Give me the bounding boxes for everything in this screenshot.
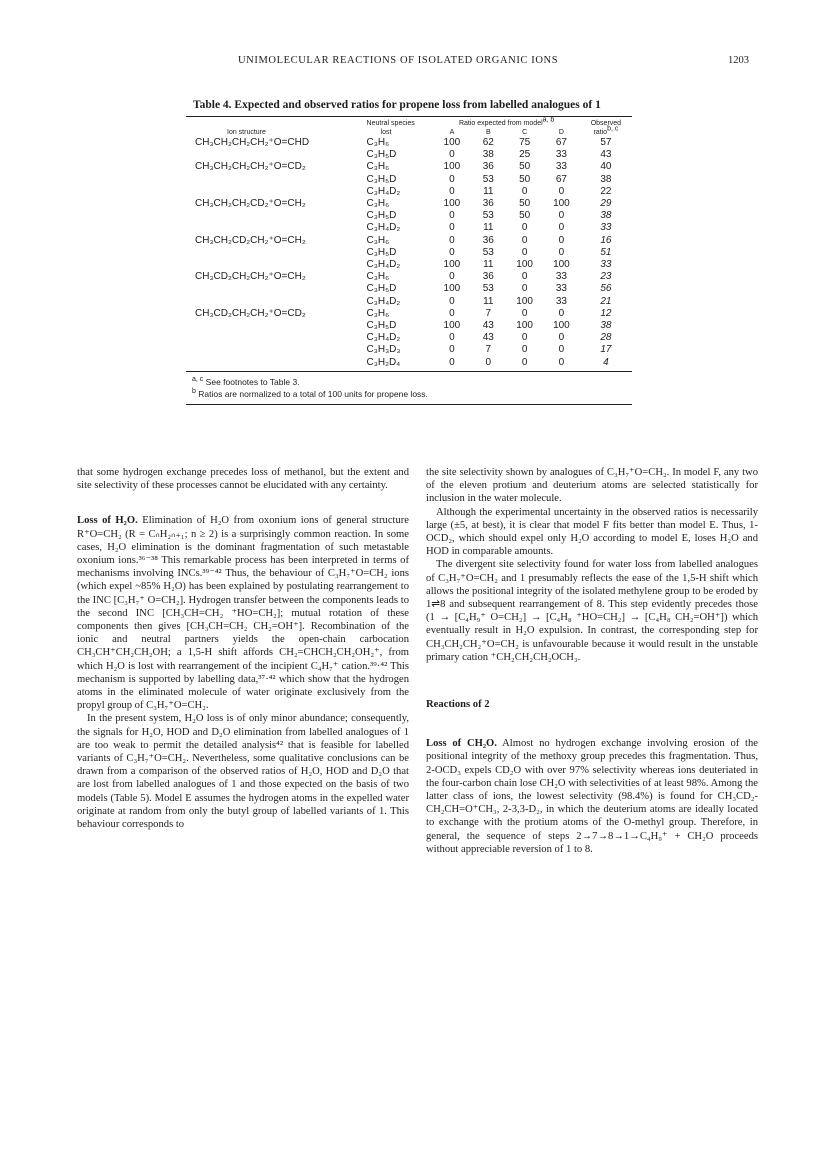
- model-a-cell: 100: [443, 259, 461, 271]
- model-c-cell: 100: [516, 259, 533, 271]
- model-a-cell: 0: [449, 246, 455, 258]
- subsection-heading: Loss of CH₂O.: [426, 738, 497, 750]
- model-c-cell: 50: [519, 161, 531, 173]
- ion-structure-cell: [186, 174, 367, 186]
- model-a-cell: 100: [443, 198, 461, 210]
- neutral-species-cell: C₃H₄D₂: [366, 259, 401, 271]
- model-d-cell: 0: [558, 222, 565, 234]
- header-model-a: A: [449, 129, 455, 136]
- model-a-cell: 0: [449, 149, 455, 161]
- observed-ratio-cell: 40: [600, 161, 612, 173]
- model-d-cell: 0: [558, 356, 565, 368]
- model-a-cell: 0: [449, 307, 455, 319]
- table-row: [186, 308, 632, 320]
- observed-ratio-cell: 38: [600, 173, 612, 185]
- observed-ratio-cell: 56: [600, 283, 612, 295]
- model-b-cell: 36: [482, 271, 494, 283]
- model-a-cell: 0: [449, 173, 455, 185]
- neutral-species-cell: C₃H₆: [366, 271, 390, 283]
- neutral-species-cell: C₃H₄D₂: [366, 222, 401, 234]
- model-c-cell: 0: [521, 344, 528, 356]
- observed-ratio-cell: 33: [600, 222, 612, 234]
- model-c-cell: 0: [521, 185, 528, 197]
- neutral-species-cell: C₃H₅D: [366, 210, 397, 222]
- table-row: [186, 283, 632, 295]
- header-observed: Observed: [590, 120, 622, 127]
- model-c-cell: 0: [521, 234, 528, 246]
- model-a-cell: 0: [449, 344, 455, 356]
- model-a-cell: 100: [443, 283, 461, 295]
- ion-structure-cell: CH₃CH₂CH₂CH₂⁺O=CHD: [195, 137, 310, 148]
- table-row: [186, 332, 632, 344]
- model-b-cell: 53: [482, 246, 494, 258]
- neutral-species-cell: C₃H₅D: [366, 320, 397, 332]
- model-a-cell: 100: [443, 161, 461, 173]
- observed-ratio-cell: 4: [603, 356, 609, 368]
- ion-structure-cell: [186, 247, 367, 259]
- model-d-cell: 33: [555, 161, 567, 173]
- observed-ratio-cell: 57: [600, 137, 612, 148]
- ion-structure-cell: CH₃CH₂CH₂CD₂⁺O=CH₂: [195, 198, 306, 210]
- model-c-cell: 0: [521, 222, 528, 234]
- model-b-cell: 0: [485, 356, 492, 368]
- header-model-d: D: [558, 129, 564, 136]
- model-a-cell: 0: [449, 332, 455, 344]
- model-d-cell: 67: [555, 137, 567, 148]
- ion-structure-cell: [186, 357, 367, 369]
- data-table: [186, 116, 632, 369]
- footnote-ac: $^{a, c}$ See footnotes to Table 3.: [192, 376, 300, 387]
- ion-structure-cell: [186, 210, 367, 222]
- model-d-cell: 0: [558, 246, 565, 258]
- model-b-cell: 53: [482, 283, 494, 295]
- ion-structure-cell: CH₃CH₂CH₂CH₂⁺O=CD₂: [195, 161, 306, 173]
- header-lost: lost: [380, 129, 392, 136]
- ion-structure-cell: CH₃CD₂CH₂CH₂⁺O=CH₂: [195, 271, 306, 283]
- table-caption: Table 4. Expected and observed ratios for propene loss from labelled analogues of 1: [193, 99, 601, 111]
- model-a-cell: 0: [449, 356, 455, 368]
- table-row: [186, 161, 632, 173]
- neutral-species-cell: C₃H₄D₂: [366, 185, 401, 197]
- model-b-cell: 7: [485, 307, 492, 319]
- neutral-species-cell: C₃H₆: [366, 161, 390, 173]
- model-a-cell: 0: [449, 222, 455, 234]
- model-b-cell: 43: [482, 320, 494, 332]
- neutral-species-cell: C₃H₅D: [366, 246, 397, 258]
- section-heading: Reactions of 2: [426, 699, 490, 711]
- observed-ratio-cell: 51: [600, 246, 612, 258]
- table-end-rule: [186, 404, 632, 405]
- model-d-cell: 33: [555, 271, 567, 283]
- model-d-cell: 33: [555, 283, 567, 295]
- ion-structure-cell: [186, 344, 367, 356]
- table-row: [186, 198, 632, 210]
- table-row: [186, 235, 632, 247]
- model-d-cell: 100: [553, 259, 570, 271]
- ion-structure-cell: CH₃CH₂CD₂CH₂⁺O=CH₂: [195, 234, 306, 246]
- table-row: [186, 344, 632, 356]
- model-c-cell: 25: [519, 149, 531, 161]
- table-row: [186, 259, 632, 271]
- table-row: [186, 137, 632, 149]
- neutral-species-cell: C₃H₅D: [366, 283, 397, 295]
- body-paragraph: The divergent site selectivity found for water loss from labelled analogues of C₃H₇⁺O=CH₂ and 1 presumably reflects the ease of the 1,5-H shift which allows the positional integrity of the isolated methylene group to be eroded by 1⇌8 and subsequent rearrangement of 8. This step evidently precedes those (1 → [C₄H₉⁺ O=CH₂] → [C₄H₈ ⁺HO=CH₂] → [C₄H₈ CH₂=OH⁺]) which eventually result in H₂O expulsion. In contrast, the corresponding step for CH₃CH₂CH₂⁺O=CH₂ is unfavourable because it would result in the unstable primary cation ⁺CH₂CH₂CH₂OCH₃.: [426, 559, 758, 663]
- body-paragraph: In the present system, H₂O loss is of only minor abundance; consequently, the signals for H₂O, HOD and D₂O elimination from labelled analogues of 1 are too weak to permit the detailed analysis⁴² that is feasible for labelled variants of C₃H₇⁺O=CH₂. Nevertheless, some qualitative conclusions can be drawn from a comparison of the observed ratios of H₂O, HOD and D₂O that are lost from labelled analogues of 1 and those expected on the basis of two models (Table 5). Model E assumes the hydrogen atoms in the expelled water originate at random from only the butyl group of labelled variants of 1. This behaviour corresponds to: [77, 713, 409, 831]
- model-a-cell: 0: [449, 295, 455, 307]
- page-number: 1203: [728, 55, 749, 66]
- table-row: [186, 320, 632, 332]
- header-model-b: B: [485, 129, 491, 136]
- model-d-cell: 33: [555, 295, 567, 307]
- model-d-cell: 0: [558, 332, 565, 344]
- observed-ratio-cell: 33: [600, 259, 612, 271]
- ion-structure-cell: [186, 149, 367, 161]
- neutral-species-cell: C₃H₅D: [366, 149, 397, 161]
- header-ratio-expected: Ratio expected from model$^{a, b}$: [458, 116, 555, 127]
- ion-structure-cell: [186, 259, 367, 271]
- table-row: [186, 271, 632, 283]
- model-c-cell: 100: [516, 295, 533, 307]
- model-a-cell: 0: [449, 185, 455, 197]
- table-row: [186, 210, 632, 222]
- model-d-cell: 0: [558, 185, 565, 197]
- model-d-cell: 0: [558, 307, 565, 319]
- model-a-cell: 0: [449, 271, 455, 283]
- neutral-species-cell: C₃H₆: [366, 307, 390, 319]
- observed-ratio-cell: 38: [600, 210, 612, 222]
- model-b-cell: 11: [483, 295, 494, 307]
- model-b-cell: 53: [482, 210, 494, 222]
- table-row: [186, 149, 632, 161]
- table-bottom-rule: [186, 371, 632, 372]
- model-d-cell: 33: [555, 149, 567, 161]
- model-b-cell: 11: [483, 222, 494, 234]
- table-row: [186, 357, 632, 369]
- model-d-cell: 100: [553, 198, 570, 210]
- body-paragraph: Although the experimental uncertainty in the observed ratios is necessarily large (±5, at best), it is clear that model F fits better than model E. Thus, 1-OCD₂, which should expel only H₂O according to model E, loses H₂O and HOD in comparable amounts.: [426, 506, 758, 558]
- ion-structure-cell: [186, 283, 367, 295]
- header-model-c: C: [522, 129, 528, 136]
- ion-structure-cell: [186, 222, 367, 234]
- model-a-cell: 100: [443, 137, 461, 148]
- model-c-cell: 0: [521, 271, 528, 283]
- model-d-cell: 0: [558, 210, 565, 222]
- model-b-cell: 11: [483, 185, 494, 197]
- model-b-cell: 11: [483, 259, 494, 271]
- ion-structure-cell: CH₃CD₂CH₂CH₂⁺O=CD₂: [195, 307, 306, 319]
- neutral-species-cell: C₃H₆: [366, 198, 390, 210]
- neutral-species-cell: C₃H₂D₄: [366, 356, 401, 368]
- model-b-cell: 62: [482, 137, 494, 148]
- model-d-cell: 100: [553, 320, 570, 332]
- model-d-cell: 0: [558, 344, 565, 356]
- model-a-cell: 0: [449, 210, 455, 222]
- model-b-cell: 53: [482, 173, 494, 185]
- neutral-species-cell: C₃H₆: [366, 234, 390, 246]
- model-c-cell: 75: [519, 137, 531, 148]
- neutral-species-cell: C₃H₄D₂: [366, 332, 401, 344]
- neutral-species-cell: C₃H₆: [366, 137, 390, 148]
- ion-structure-cell: [186, 332, 367, 344]
- model-c-cell: 50: [519, 210, 531, 222]
- body-paragraph: the site selectivity shown by analogues of C₃H₇⁺O=CH₂. In model F, any two of the eleven protium and deuterium atoms are selected statistically for inclusion in the water molecule.: [426, 467, 758, 505]
- table-row: [186, 186, 632, 198]
- model-b-cell: 38: [482, 149, 494, 161]
- model-b-cell: 36: [482, 161, 494, 173]
- neutral-species-cell: C₃H₅D: [366, 173, 397, 185]
- model-b-cell: 36: [482, 198, 494, 210]
- running-title: UNIMOLECULAR REACTIONS OF ISOLATED ORGANIC IONS: [238, 55, 559, 66]
- observed-ratio-cell: 12: [600, 307, 612, 319]
- model-c-cell: 50: [519, 173, 531, 185]
- model-c-cell: 0: [521, 332, 528, 344]
- observed-ratio-cell: 17: [600, 344, 612, 356]
- model-c-cell: 0: [521, 283, 528, 295]
- model-b-cell: 43: [482, 332, 494, 344]
- model-b-cell: 7: [485, 344, 492, 356]
- right-column: [426, 466, 758, 856]
- neutral-species-cell: C₃H₃D₃: [366, 344, 401, 356]
- observed-ratio-cell: 43: [600, 149, 612, 161]
- model-a-cell: 100: [443, 320, 461, 332]
- observed-ratio-cell: 28: [600, 332, 612, 344]
- model-c-cell: 50: [519, 198, 531, 210]
- header-ratio: ratio$^{b, c}$: [593, 125, 619, 136]
- model-c-cell: 0: [521, 246, 528, 258]
- table-row: [186, 222, 632, 234]
- table-row: [186, 296, 632, 308]
- ion-structure-cell: [186, 296, 367, 308]
- header-ion-structure: Ion structure: [227, 129, 266, 136]
- neutral-species-cell: C₃H₄D₂: [366, 295, 401, 307]
- table-row: [186, 247, 632, 259]
- model-a-cell: 0: [449, 234, 455, 246]
- body-paragraph: Loss of CH₂O. Almost no hydrogen exchange involving erosion of the positional integrity of the methoxy group precedes this fragmentation. Thus, 2-OCD₃ expels CD₂O with over 97% selectivity whereas ions deuteriated in the four-carbon chain lose CH₂O with selectivities of at least 98%. Among the latter class of ions, the lowest selectivity (98.4%) is found for CH₃CD₂-CH₂CH=O⁺CH₃, 2-3,3-D₂, in which the deuterium atoms are ideally located to exchange with the protium atoms of the O-methyl group. Therefore, in general, the sequence of steps 2→7→8→1→C₄H₉⁺ + CH₂O proceeds without appreciable reversion of 1 to 8.: [426, 738, 758, 855]
- model-c-cell: 0: [521, 356, 528, 368]
- observed-ratio-cell: 16: [600, 234, 612, 246]
- subsection-heading: Loss of H₂O.: [77, 515, 138, 527]
- model-c-cell: 100: [516, 320, 533, 332]
- table-top-rule: [186, 116, 632, 117]
- model-b-cell: 36: [482, 234, 494, 246]
- model-d-cell: 0: [558, 234, 565, 246]
- observed-ratio-cell: 21: [600, 295, 612, 307]
- observed-ratio-cell: 38: [600, 320, 612, 332]
- observed-ratio-cell: 22: [600, 185, 612, 197]
- model-d-cell: 67: [555, 173, 567, 185]
- model-c-cell: 0: [521, 307, 528, 319]
- header-neutral-species: Neutral species: [366, 120, 415, 127]
- ion-structure-cell: [186, 186, 367, 198]
- body-paragraph: that some hydrogen exchange precedes loss of methanol, but the extent and site selectivity of these processes cannot be elucidated with any certainty.: [77, 467, 409, 492]
- table-row: [186, 174, 632, 186]
- body-paragraph: Loss of H₂O. Elimination of H₂O from oxonium ions of general structure R⁺O=CH₂ (R = CₙH₂ₙ₊₁; n ≥ 2) is a surprisingly common reaction. In some cases, H₂O elimination is the dominant fragmentation of such metastable oxonium ions.³⁶⁻³⁸ This remarkable process has been interpreted in terms of mechanisms involving INCs.³⁹⁻⁴² Thus, the behaviour of C₃H₇⁺O=CH₂ ions (which expel ~85% H₂O) has been explained by postulating rearrangement to the INC [C₃H₇⁺ O=CH₂]. Hydrogen transfer between the components leads to the second INC [CH₃CH=CH₂ ⁺HO=CH₂]; mutual rotation of these components then gives [CH₃CH=CH₂ CH₂=OH⁺]. Recombination of the ionic and neutral partners yields the open-chain carbocation CH₃CH⁺CH₂CH₂OH; a 1,5-H shift affords CH₂=CHCH₂CH₂OH₂⁺, from which H₂O is lost with rearrangement of the incipient C₄H₇⁺ cation.³⁹·⁴² This mechanism is supported by labelling data,³⁷·⁴² which show that the hydrogen atoms in the eliminated molecule of water originate exclusively from the propyl group of C₃H₇⁺O=CH₂.: [77, 515, 409, 712]
- ion-structure-cell: [186, 320, 367, 332]
- footnote-b: $^b$ Ratios are normalized to a total of 100 units for propene loss.: [192, 388, 428, 399]
- observed-ratio-cell: 23: [600, 271, 612, 283]
- observed-ratio-cell: 29: [600, 198, 612, 210]
- left-column: [77, 466, 409, 831]
